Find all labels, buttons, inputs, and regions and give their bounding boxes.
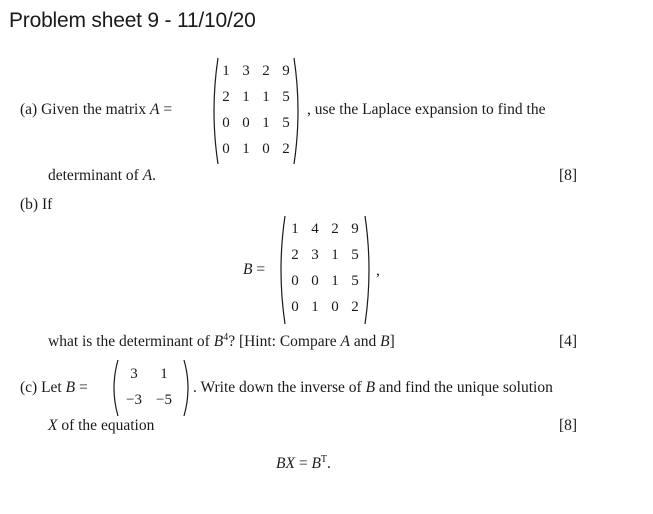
matrix-b — [276, 214, 374, 326]
part-b-label: (b) — [20, 196, 39, 213]
matrix-cell: 0 — [222, 115, 230, 131]
matrix-cell: 5 — [282, 115, 290, 131]
matrix-cell: −5 — [156, 392, 172, 408]
matrix-cell: 0 — [311, 273, 319, 289]
part-b-hint-and: and — [350, 333, 381, 350]
matrix-row — [276, 298, 374, 316]
matrix-cell: 9 — [351, 221, 359, 237]
matrix-c — [109, 358, 193, 418]
page-title: Problem sheet 9 - 11/10/20 — [9, 9, 256, 32]
matrix-cell: −3 — [126, 392, 142, 408]
part-c-intro: Let — [41, 379, 62, 396]
part-c-marks: [8] — [559, 417, 578, 434]
part-a-intro: Given the matrix — [41, 101, 147, 118]
part-b-hint-b: B — [380, 333, 390, 350]
part-b-var: B — [243, 261, 253, 278]
matrix-cell: 1 — [242, 89, 250, 105]
part-a-label: (a) — [20, 101, 38, 118]
part-a-after: , use the Laplace expansion to find the — [307, 101, 546, 118]
part-b-q-mid: ? [Hint: Compare — [228, 333, 341, 350]
matrix-cell: 2 — [262, 63, 270, 79]
matrix-cell: 5 — [351, 273, 359, 289]
matrix-cell: 1 — [262, 115, 270, 131]
part-b-q-exp: 4 — [223, 332, 229, 343]
part-b-q-var: B — [213, 333, 224, 350]
part-a-line2 — [48, 167, 156, 185]
part-c-after-end: and find the unique solution — [375, 379, 553, 396]
part-c-line2-text: of the equation — [57, 417, 155, 434]
part-a-eq: = — [163, 101, 173, 118]
part-a-line2-var: A — [142, 167, 153, 184]
part-c-after-start: . Write down the inverse of — [193, 379, 366, 396]
part-c-label: (c) — [20, 379, 38, 396]
part-c-equation — [276, 455, 331, 473]
matrix-cell: 0 — [222, 141, 230, 157]
matrix-cell: 3 — [242, 63, 250, 79]
matrix-cell: 1 — [311, 299, 319, 315]
matrix-cell: 0 — [242, 115, 250, 131]
matrix-cell: 5 — [351, 247, 359, 263]
matrix-cell: 1 — [262, 89, 270, 105]
matrix-row — [276, 246, 374, 264]
part-a-line2-text: determinant of — [48, 167, 143, 184]
matrix-row — [276, 272, 374, 290]
matrix-cell: 2 — [331, 221, 339, 237]
matrix-cell: 0 — [331, 299, 339, 315]
matrix-cell: 2 — [222, 89, 230, 105]
part-c-line1 — [20, 379, 88, 397]
matrix-cell: 5 — [282, 89, 290, 105]
part-b-question — [48, 333, 395, 351]
matrix-cell: 2 — [351, 299, 359, 315]
part-a-var: A — [149, 101, 160, 118]
matrix-cell: 0 — [262, 141, 270, 157]
matrix-row — [209, 114, 303, 132]
part-b-hint-a: A — [340, 333, 351, 350]
part-c-after — [193, 379, 553, 397]
matrix-cell: 0 — [291, 299, 299, 315]
equation-transpose: T — [320, 454, 328, 465]
matrix-cell: 3 — [311, 247, 319, 263]
matrix-cell: 1 — [242, 141, 250, 157]
matrix-cell: 1 — [331, 273, 339, 289]
part-a-marks: [8] — [559, 167, 578, 184]
part-a-line1 — [20, 101, 172, 119]
matrix-cell: 9 — [282, 63, 290, 79]
matrix-cell: 1 — [160, 366, 168, 382]
matrix-cell: 0 — [291, 273, 299, 289]
matrix-row — [209, 88, 303, 106]
part-b-q-start: what is the determinant of — [48, 333, 214, 350]
part-b-comma: , — [376, 262, 380, 279]
part-c-line2-var: X — [48, 417, 58, 434]
matrix-row — [209, 140, 303, 158]
part-b-q-end: ] — [389, 333, 395, 350]
matrix-cell: 1 — [291, 221, 299, 237]
matrix-row — [209, 62, 303, 80]
part-b-eq: = — [256, 261, 266, 278]
matrix-row — [276, 220, 374, 238]
matrix-a — [209, 56, 303, 166]
part-b-intro: If — [41, 196, 53, 213]
part-a-line2-end: . — [152, 167, 157, 184]
matrix-row — [109, 365, 193, 383]
equation-end: . — [327, 455, 331, 472]
matrix-cell: 2 — [291, 247, 299, 263]
part-b-line1 — [20, 196, 52, 214]
part-c-after-var: B — [365, 379, 376, 396]
matrix-cell: 4 — [311, 221, 319, 237]
part-b-marks: [4] — [559, 333, 578, 350]
part-c-eq: = — [78, 379, 88, 396]
part-c-var: B — [65, 379, 76, 396]
matrix-row — [109, 391, 193, 409]
part-b-lhs — [243, 261, 265, 279]
matrix-cell: 2 — [282, 141, 290, 157]
matrix-cell: 1 — [222, 63, 230, 79]
matrix-cell: 1 — [331, 247, 339, 263]
matrix-cell: 3 — [130, 366, 138, 382]
equation-eq: = — [294, 455, 312, 472]
part-c-line2 — [48, 417, 154, 435]
equation-lhs: BX — [276, 455, 295, 472]
equation-rhs: B — [311, 455, 321, 472]
